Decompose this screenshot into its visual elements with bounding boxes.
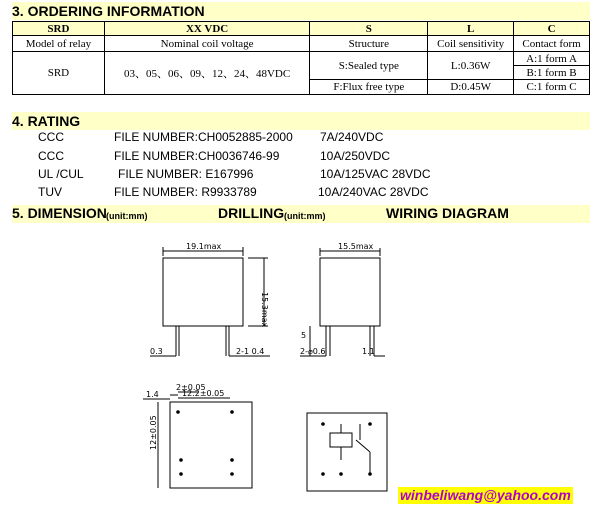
structure-sealed-cell: S:Sealed type: [310, 52, 428, 80]
dimension-unit: (unit:mm): [106, 211, 148, 221]
subheader-cell: Model of relay: [13, 36, 105, 52]
structure-flux-cell: F:Flux free type: [310, 80, 428, 95]
contact-cell: C:1 form C: [514, 80, 590, 95]
sensitivity-cell: L:0.36W: [428, 52, 514, 80]
label-d-offset: 1.4: [146, 390, 159, 399]
rating-cert: CCC: [38, 149, 64, 163]
contact-email[interactable]: winbeliwang@yahoo.com: [400, 487, 571, 503]
rating-value: 10A/250VDC: [320, 149, 391, 163]
label-pin-left: 0.3: [150, 347, 163, 356]
contact-cell: B:1 form B: [514, 66, 590, 80]
subheader-cell: Nominal coil voltage: [104, 36, 310, 52]
rating-cert: TUV: [38, 185, 62, 199]
rating-value: 10A/125VAC 28VDC: [320, 167, 431, 181]
rating-value: 7A/240VDC: [320, 130, 384, 144]
header-cell: XX VDC: [104, 22, 310, 36]
header-cell: L: [428, 22, 514, 36]
header-cell: S: [310, 22, 428, 36]
wiring-diagram-drawing: [307, 413, 387, 491]
header-cell: SRD: [13, 22, 105, 36]
subheader-cell: Coil sensitivity: [428, 36, 514, 52]
sensitivity-cell: D:0.45W: [428, 80, 514, 95]
subheader-cell: Structure: [310, 36, 428, 52]
dimension-title: 5. DIMENSION: [12, 205, 107, 221]
rating-file: FILE NUMBER: E167996: [118, 167, 254, 181]
label-height: 15.3max: [260, 292, 269, 328]
rating-cert: CCC: [38, 130, 64, 144]
subheader-cell: Contact form: [514, 36, 590, 52]
wiring-title: WIRING DIAGRAM: [386, 205, 509, 221]
label-pin-len: 5: [301, 331, 307, 340]
voltage-cell: 03、05、06、09、12、24、48VDC: [104, 52, 310, 95]
rating-title: 4. RATING: [12, 113, 81, 129]
label-d-pitch: 2±0.05: [176, 383, 206, 392]
drilling-unit: (unit:mm): [284, 211, 326, 221]
side-view-drawing: [300, 248, 385, 356]
front-view-drawing: [150, 247, 270, 356]
label-pin-w: 1.1: [362, 347, 375, 356]
rating-value: 10A/240VAC 28VDC: [318, 185, 429, 199]
ordering-title: 3. ORDERING INFORMATION: [12, 3, 205, 19]
drilling-drawing: [143, 392, 252, 488]
label-d-span: 12.2±0.05: [182, 389, 225, 398]
rating-file: FILE NUMBER: R9933789: [114, 185, 257, 199]
header-cell: C: [514, 22, 590, 36]
rating-file: FILE NUMBER:CH0052885-2000: [114, 130, 293, 144]
model-cell: SRD: [13, 52, 105, 95]
label-width: 19.1max: [186, 242, 222, 251]
rating-cert: UL /CUL: [38, 167, 84, 181]
label-pin-pitch: 2-1 0.4: [236, 347, 265, 356]
label-d-vert: 12±0.05: [149, 415, 158, 450]
contact-cell: A:1 form A: [514, 52, 590, 66]
drilling-title: DRILLING: [218, 205, 285, 221]
label-depth: 15.5max: [338, 242, 374, 251]
label-pin-dia: 2-⌀0.6: [300, 347, 326, 356]
rating-file: FILE NUMBER:CH0036746-99: [114, 149, 280, 163]
